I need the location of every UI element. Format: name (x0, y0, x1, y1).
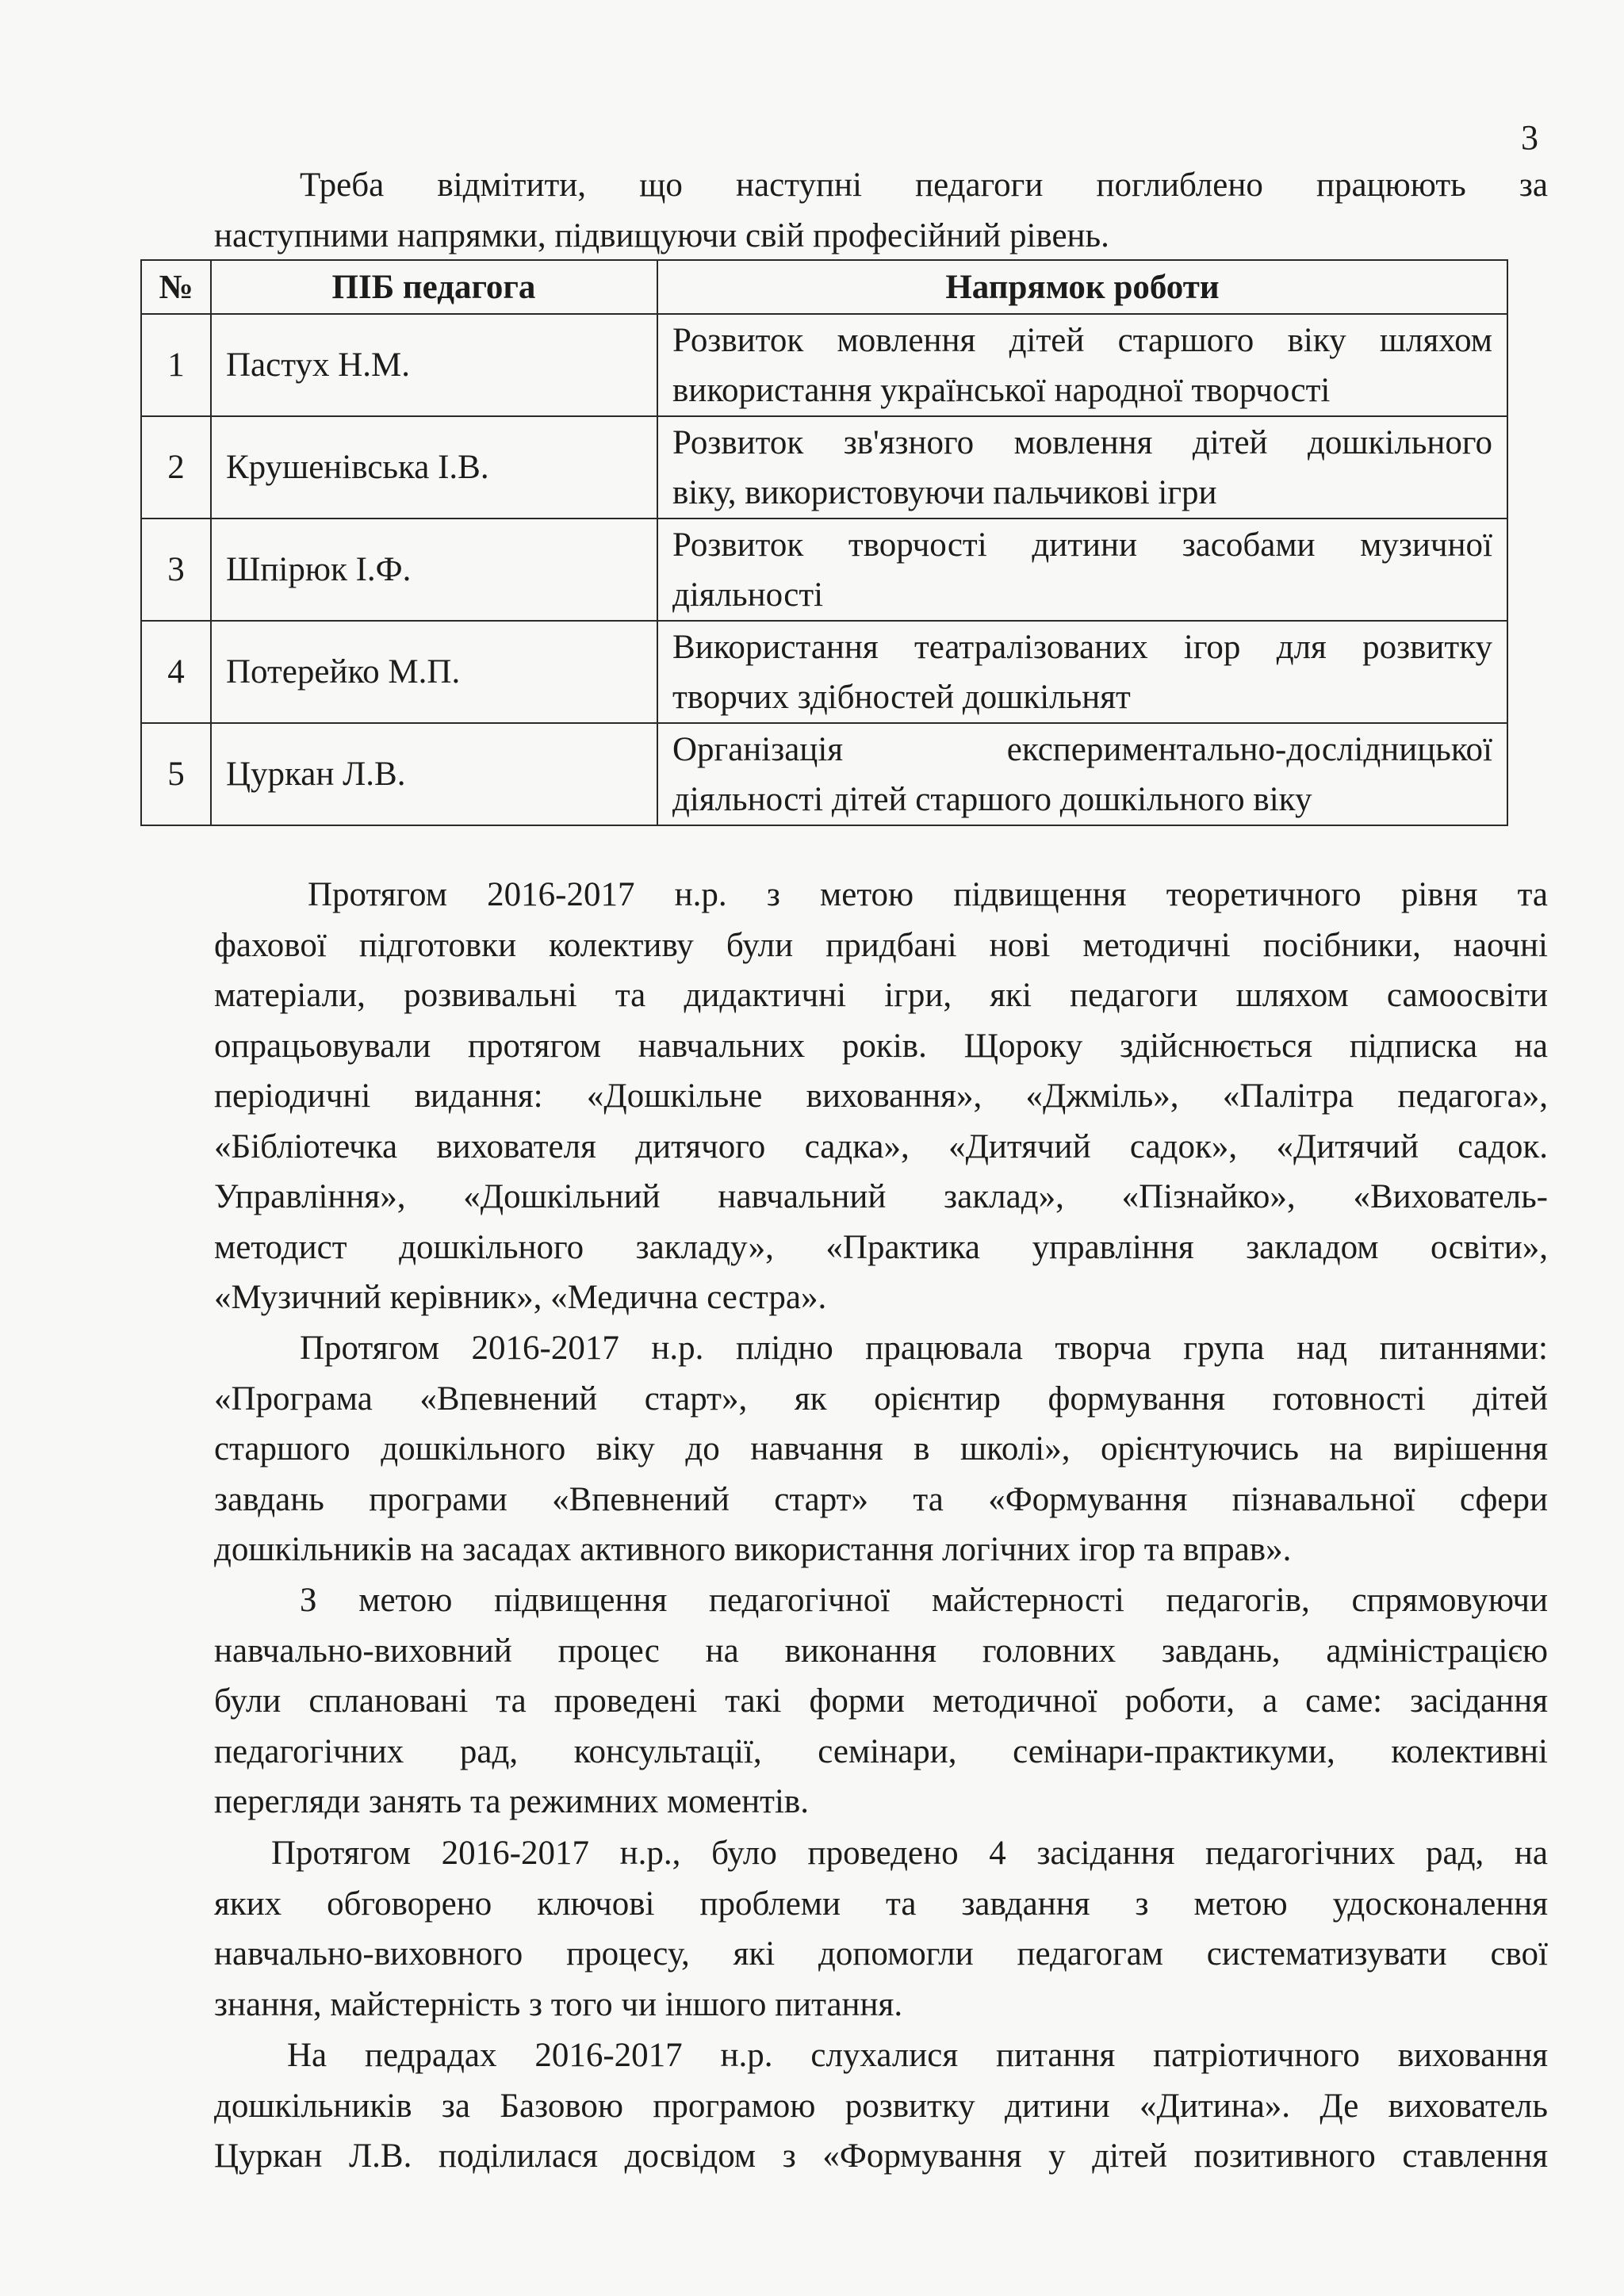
teacher-name: Цуркан Л.В. (211, 723, 657, 825)
text-line: навчально-виховний процес на виконання головних завдань, адміністрацією (214, 1632, 1548, 1670)
text-line: матеріали, розвивальні та дидактичні ігри, які педагоги шляхом самоосвіти (214, 977, 1548, 1014)
direction-line: діяльності дітей старшого дошкільного віку (672, 780, 1312, 818)
text-line: На педрадах 2016-2017 н.р. слухалися питання патріотичного виховання (287, 2037, 1548, 2074)
direction-line: Розвиток мовлення дітей старшого віку шляхом (672, 321, 1492, 359)
direction-line: використання української народної творчості (672, 371, 1331, 409)
direction-line: Розвиток творчості дитини засобами музичної (672, 526, 1492, 564)
teacher-name: Крушенівська І.В. (211, 416, 657, 519)
direction-line: віку, використовуючи пальчикові ігри (672, 473, 1217, 511)
text-line: завдань програми «Впевнений старт» та «Формування пізнавальної сфери (214, 1480, 1548, 1518)
work-direction (657, 314, 1507, 416)
row-number: 2 (141, 416, 211, 519)
text-line: Треба відмітити, що наступні педагоги поглиблено працюють за (300, 166, 1548, 204)
direction-line: Організація експериментально-дослідницької (672, 730, 1492, 768)
text-line: методист дошкільного закладу», «Практика управління закладом освіти», (214, 1228, 1548, 1266)
table-row (141, 519, 1507, 621)
row-number: 1 (141, 314, 211, 416)
paragraph-patriotic (214, 2030, 1548, 2182)
text-line: дошкільників на засадах активного використання логічних ігор та вправ». (214, 1531, 1292, 1568)
row-number: 5 (141, 723, 211, 825)
text-line: Протягом 2016-2017 н.р., було проведено 4 засідання педагогічних рад, на (271, 1835, 1548, 1872)
table-row (141, 621, 1507, 723)
text-line: Протягом 2016-2017 н.р. з метою підвищення теоретичного рівня та (308, 876, 1548, 913)
table-row (141, 314, 1507, 416)
intro-paragraph (214, 160, 1548, 261)
text-line: опрацьовували протягом навчальних років. Щороку здійснюється підписка на (214, 1027, 1548, 1065)
text-line: навчально-виховного процесу, які допомогли педагогам систематизувати свої (214, 1935, 1548, 1973)
text-line: дошкільників за Базовою програмою розвитку дитини «Дитина». Де вихователь (214, 2087, 1548, 2125)
direction-line: Розвиток зв'язного мовлення дітей дошкільного (672, 423, 1492, 461)
text-line: Цуркан Л.В. поділилася досвідом з «Формування у дітей позитивного ставлення (214, 2137, 1548, 2175)
column-header-direction: Напрямок роботи (657, 260, 1507, 314)
work-direction (657, 416, 1507, 519)
text-line: Протягом 2016-2017 н.р. плідно працювала творча група над питаннями: (300, 1330, 1548, 1367)
column-header-number: № (141, 260, 211, 314)
text-line: педагогічних рад, консультації, семінари, семінари-практикуми, колективні (214, 1732, 1548, 1770)
direction-line: діяльності (672, 576, 824, 614)
table-header-row (141, 260, 1507, 314)
paragraph-creative-group (214, 1323, 1548, 1575)
paragraph-councils (214, 1828, 1548, 2030)
text-line: «Музичний керівник», «Медична сестра». (214, 1279, 827, 1316)
text-line: З метою підвищення педагогічної майстерності педагогів, спрямовуючи (300, 1582, 1548, 1619)
table-row (141, 416, 1507, 519)
text-line: знання, майстерність з того чи іншого питання. (214, 1985, 903, 2023)
paragraph-acquisitions (214, 870, 1548, 1323)
table-row (141, 723, 1507, 825)
work-direction (657, 621, 1507, 723)
row-number: 3 (141, 519, 211, 621)
text-line: періодичні видання: «Дошкільне виховання», «Джміль», «Палітра педагога», (214, 1077, 1548, 1115)
text-line: старшого дошкільного віку до навчання в школі», орієнтуючись на вирішення (214, 1430, 1548, 1468)
text-line: перегляди занять та режимних моментів. (214, 1783, 809, 1820)
text-line: були сплановані та проведені такі форми методичної роботи, а саме: засідання (214, 1682, 1548, 1720)
direction-line: Використання театралізованих ігор для розвитку (672, 628, 1492, 666)
row-number: 4 (141, 621, 211, 723)
text-line: «Бібліотечка вихователя дитячого садка», «Дитячий садок», «Дитячий садок. (214, 1127, 1548, 1165)
column-header-name: ПІБ педагога (211, 260, 657, 314)
teacher-name: Пастух Н.М. (211, 314, 657, 416)
work-direction (657, 723, 1507, 825)
page-number: 3 (1521, 118, 1538, 157)
teacher-name: Шпірюк І.Ф. (211, 519, 657, 621)
text-line: Управління», «Дошкільний навчальний заклад», «Пізнайко», «Вихователь- (214, 1178, 1548, 1215)
direction-line: творчих здібностей дошкільнят (672, 678, 1131, 716)
text-line: наступними напрямки, підвищуючи свій професійний рівень. (214, 216, 1109, 254)
text-line: фахової підготовки колективу були придбані нові методичні посібники, наочні (214, 926, 1548, 964)
text-line: яких обговорено ключові проблеми та завдання з метою удосконалення (214, 1885, 1548, 1923)
work-direction (657, 519, 1507, 621)
text-line: «Програма «Впевнений старт», як орієнтир формування готовності дітей (214, 1380, 1548, 1418)
teacher-name: Потерейко М.П. (211, 621, 657, 723)
teachers-table (140, 259, 1508, 826)
paragraph-methodical-work (214, 1575, 1548, 1827)
